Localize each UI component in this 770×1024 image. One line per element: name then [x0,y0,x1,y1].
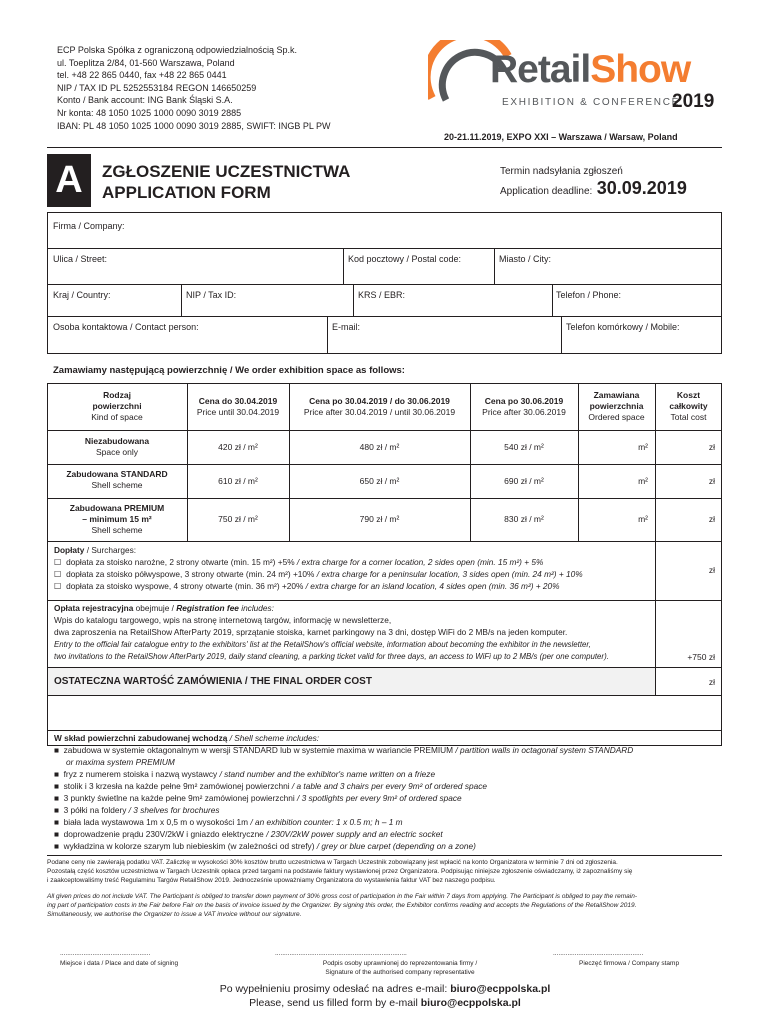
company-line: Nr konta: 48 1050 1025 1000 0090 3019 2885 [57,107,242,118]
order-heading: Zamawiamy następującą powierzchnię / We order exhibition space as follows: [53,365,405,376]
registration-title: Opłata rejestracyjna obejmuje / Registration fee includes: [54,603,274,613]
signature-line-place[interactable]: .................................................. [60,950,151,957]
deadline-value: 30.09.2019 [596,178,687,198]
header-kind: Rodzaj powierzchni Kind of space [91,390,143,422]
place-date-label: Miejsce i data / Place and date of signing [60,960,179,967]
shell-item: ■ zabudowa w systemie oktagonalnym w wersji STANDARD lub w systemie maxima w wariancie PREMIUM / partition walls in octagonal system STANDARD [54,745,634,755]
email-link[interactable]: biuro@ecppolska.pl [420,997,521,1009]
price-cell: 750 zł / m² [218,514,258,524]
company-line: ECP Polska Spółka z ograniczoną odpowiedzialnością Sp.k. [57,45,297,55]
price-cell: 610 zł / m² [218,476,258,486]
retailshow-logo [428,40,723,115]
header-price-1: Cena do 30.04.2019 Price until 30.04.2019 [196,396,280,417]
email-field[interactable]: E-mail: [332,322,361,332]
company-info [57,44,331,132]
price-cell: 480 zł / m² [359,442,400,452]
signature-line-stamp[interactable]: .................................................. [553,950,644,957]
shell-item: ■ biała lada wystawowa 1m x 0,5 m o wysokości 1m / an exhibition counter: 1 x 0.5 m; h – 1 m [54,817,403,827]
final-cost-input[interactable]: zł [708,677,715,687]
ordered-space-input[interactable]: m² [638,476,648,486]
registration-line: Entry to the official fair catalogue entry to the exhibitors' list at the RetailShow's official website, information about becoming the exhibitor in the newsletter, [54,640,591,649]
shell-item: ■ wykładzina w kolorze szarym lub niebieskim (w zależności od strefy) / grey or blue carpet (depending on a zone) [54,841,476,851]
contact-person-field[interactable]: Osoba kontaktowa / Contact person: [53,322,199,332]
shell-title: W skład powierzchni zabudowanej wchodzą / Shell scheme includes: [54,733,320,743]
table-row-premium: Zabudowana PREMIUM – minimum 15 m² Shell scheme [69,503,165,535]
registration-line: Wpis do katalogu targowego, wpis na stronę internetową targów, informację w newsletterze, [54,615,392,625]
total-cost-input[interactable]: zł [708,476,715,486]
surcharge-peninsula[interactable]: ☐ dopłata za stoisko półwyspowe, 3 strony otwarte (min. 24 m²) +10% / extra charge for a peninsular location, 3 sides open (min. 24 m²) + 10% [54,569,583,579]
company-line: tel. +48 22 865 0440, fax +48 22 865 0441 [57,70,227,81]
checkbox-icon[interactable]: ☐ [54,569,62,579]
price-cell: 420 zł / m² [218,442,258,452]
shell-item: ■ fryz z numerem stoiska i nazwą wystawcy / stand number and the exhibitor's name written on a frieze [54,769,436,779]
header-price-3: Cena po 30.06.2019 Price after 30.06.2019 [482,396,566,417]
registration-fee: +750 zł [687,652,715,662]
final-order-label: OSTATECZNA WARTOŚĆ ZAMÓWIENIA / THE FINAL ORDER COST [54,676,372,687]
deadline-label-pl: Termin nadsyłania zgłoszeń [500,166,623,177]
price-cell: 790 zł / m² [359,514,400,524]
shell-item: ■ 3 punkty świetlne na każde pełne 9m² zamówionej powierzchni / 3 spotlights per every 9m² of ordered space [54,793,462,803]
logo-year: 2019 [672,91,715,112]
footnote-pl: Podane ceny nie zawierają podatku VAT. Zaliczkę w wysokości 30% kosztów brutto uczestnictwa w Targach Uczestnik zobowiązany jest wpłacić na konto Organizatora w terminie 7 dni od zgłoszenia. Pozostałą część kosztów uczestnictwa w Targach Uczestnik opłaca przed targami na podstawie faktury wystawionej przez Organizatora. Podpisując niniejsze zgłoszenie oświadczamy, iż zapoznaliśmy się i zaakceptowaliśmy treść Regulaminu Targów RetailShow 2019. Jednocześnie upoważniamy Organizatora do wystawienia faktur VAT bez naszego podpisu. [47,859,633,884]
country-field[interactable]: Kraj / Country: [53,290,111,300]
surcharge-cost-input[interactable]: zł [708,565,715,575]
postal-code-field[interactable]: Kod pocztowy / Postal code: [348,254,462,264]
form-badge: A [47,154,91,207]
table-row-standard: Zabudowana STANDARD Shell scheme [66,469,168,490]
event-info: 20-21.11.2019, EXPO XXI – Warszawa / Warsaw, Poland [444,132,678,142]
phone-field[interactable]: Telefon / Phone: [556,290,622,300]
surcharge-island[interactable]: ☐ dopłata za stoisko wyspowe, 4 strony otwarte (min. 36 m²) +20% / extra charge for an island location, 4 sides open (min. 36 m²) + 20% [54,581,560,591]
signature-label: Podpis osoby uprawnionej do reprezentowania firmy / Signature of the authorised company representative [322,960,478,976]
footnote-en: All given prices do not include VAT. The Participant is obliged to transfer down payment of 30% gross cost of participation in the Fair within 7 days from applying. The Participant is obliged to pay the remain- ing part of participation costs in the Fair before Fair on the basis of invoice issued by the Organizer. By signing this order, the Exhibitor confirms reading and accepts the Regulations of the RetailShow 2019. Simultaneously, we authorise the Organizer to issue a VAT invoice without our signature. [47,893,638,918]
company-line: Konto / Bank account: ING Bank Śląski S.A. [57,95,233,106]
company-line: NIP / TAX ID PL 5252553184 REGON 146650259 [57,82,257,93]
checkbox-icon[interactable]: ☐ [54,557,62,567]
header-total-cost: Koszt całkowity Total cost [669,390,708,422]
logo-wordmark: RetailShow [490,48,691,91]
form-title: ZGŁOSZENIE UCZESTNICTWA APPLICATION FORM [102,162,351,202]
ordered-space-input[interactable]: m² [638,442,648,452]
price-cell: 690 zł / m² [504,476,544,486]
city-field[interactable]: Miasto / City: [499,254,552,264]
company-line: IBAN: PL 48 1050 1025 1000 0090 3019 2885, SWIFT: INGB PL PW [57,120,331,131]
checkbox-icon[interactable]: ☐ [54,581,62,591]
company-field[interactable]: Firma / Company: [53,221,125,231]
send-instructions: Po wypełnieniu prosimy odesłać na adres e-mail: biuro@ecppolska.pl Please, send us filled form by e-mail biuro@ecppolska.pl [219,983,551,1009]
price-cell: 540 zł / m² [504,442,544,452]
table-row-space-only: Niezabudowana Space only [84,436,150,457]
shell-item: ■ doprowadzenie prądu 230V/2kW i gniazdo elektryczne / 230V/2kW power supply and an electric socket [54,829,443,839]
stamp-label: Pieczęć firmowa / Company stamp [579,960,680,967]
header-ordered-space: Zamawiana powierzchnia Ordered space [588,390,645,422]
surcharge-corner[interactable]: ☐ dopłata za stoisko narożne, 2 strony otwarte (min. 15 m²) +5% / extra charge for a corner location, 2 sides open (min. 15 m²) + 5% [54,557,544,567]
surcharges-title: Dopłaty / Surcharges: [54,545,137,555]
company-fields [47,212,722,354]
total-cost-input[interactable]: zł [708,514,715,524]
tax-id-field[interactable]: NIP / Tax ID: [186,290,237,300]
registration-line: two invitations to the RetailShow AfterParty 2019, daily stand cleaning, a parking ticket valid for three days, an access to WiFi up to 2 MB/s (per one computer). [54,652,609,661]
shell-item: ■ stolik i 3 krzesła na każde pełne 9m² zamówionej powierzchni / a table and 3 chairs per every 9m² of ordered space [54,781,487,791]
company-line: ul. Toeplitza 2/84, 01-560 Warszawa, Poland [57,57,235,68]
price-cell: 830 zł / m² [504,514,544,524]
header-price-2: Cena po 30.04.2019 / do 30.06.2019 Price after 30.04.2019 / until 30.06.2019 [303,396,456,417]
krs-field[interactable]: KRS / EBR: [358,290,406,300]
shell-item: or maxima system PREMIUM [66,757,175,767]
shell-item: ■ 3 półki na foldery / 3 shelves for brochures [54,805,220,815]
logo-subtitle: EXHIBITION & CONFERENCE [502,97,681,108]
deadline: Application deadline: 30.09.2019 [500,178,687,198]
total-cost-input[interactable]: zł [708,442,715,452]
price-cell: 650 zł / m² [359,476,400,486]
street-field[interactable]: Ulica / Street: [53,254,108,264]
registration-line: dwa zaproszenia na RetailShow AfterParty 2019, sprzątanie stoiska, karnet parkingowy na 3 dni, dostęp WiFi do 2 MB/s na jeden komputer. [54,627,568,637]
signature-line-sign[interactable]: ......................................................................... [275,950,407,957]
mobile-field[interactable]: Telefon komórkowy / Mobile: [566,322,680,332]
ordered-space-input[interactable]: m² [638,514,648,524]
email-link[interactable]: biuro@ecppolska.pl [450,983,551,995]
